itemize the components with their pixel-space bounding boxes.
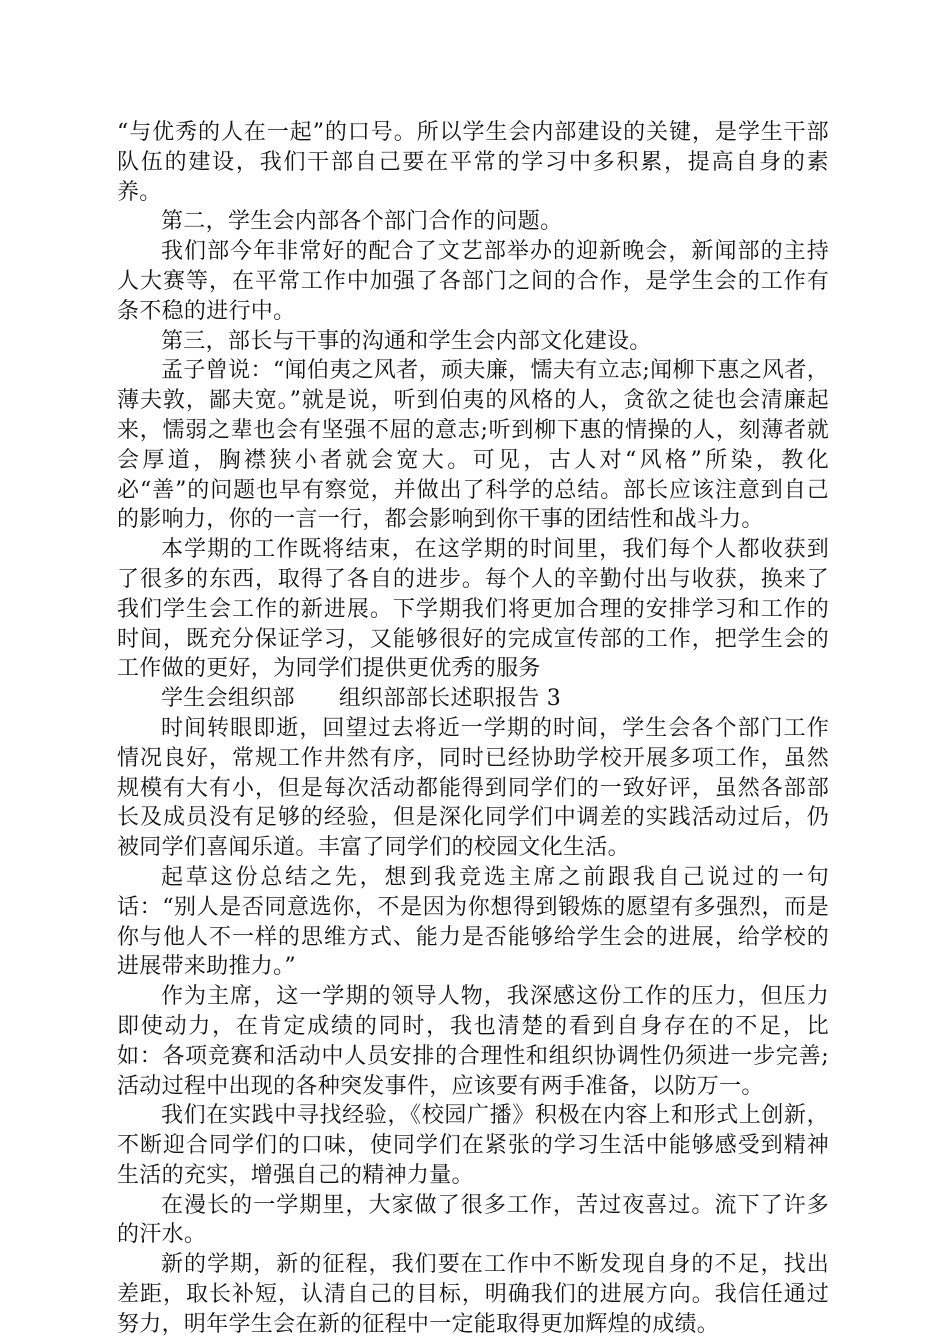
paragraph: 作为主席，这一学期的领导人物，我深感这份工作的压力，但压力即使动力，在肯定成绩的同时，我也清楚的看到自身存在的不足，比如：各项竞赛和活动中人员安排的合理性和组织协调性仍须进一步完善;活动过程中出现的各种突发事件，应该要有两手准备，以防万一。	[117, 984, 829, 1099]
paragraph: 第三，部长与干事的沟通和学生会内部文化建设。	[161, 328, 652, 354]
paragraph: 第二，学生会内部各个部门合作的问题。	[161, 209, 563, 235]
paragraph: 新的学期，新的征程，我们要在工作中不断发现自身的不足，找出差距，取长补短，认清自己的目标，明确我们的进展方向。我信任通过努力，明年学生会在新的征程中一定能取得更加辉煌的成绩。	[117, 1252, 829, 1337]
paragraph: 本学期的工作既将结束，在这学期的时间里，我们每个人都收获到了很多的东西，取得了各自的进步。每个人的辛勤付出与收获，换来了我们学生会工作的新进展。下学期我们将更加合理的安排学习和工作的时间，既充分保证学习，又能够很好的完成宣传部的工作，把学生会的工作做的更好，为同学们提供更优秀的服务	[117, 537, 829, 682]
paragraph: 我们部今年非常好的配合了文艺部举办的迎新晚会，新闻部的主持人大赛等，在平常工作中加强了各部门之间的合作，是学生会的工作有条不稳的进行中。	[117, 239, 829, 324]
document-body	[117, 118, 829, 1340]
section-heading-title: 组织部部长述职报告 3	[338, 686, 562, 712]
section-heading	[117, 684, 829, 714]
section-heading-org: 学生会组织部	[161, 686, 295, 712]
paragraph: 在漫长的一学期里，大家做了很多工作，苦过夜喜过。流下了许多的汗水。	[117, 1192, 829, 1248]
paragraph: “与优秀的人在一起”的口号。所以学生会内部建设的关键，是学生干部队伍的建设，我们干部自己要在平常的学习中多积累，提高自身的素养。	[117, 120, 829, 205]
paragraph: 我们在实践中寻找经验，《校园广播》积极在内容上和形式上创新，不断迎合同学们的口味，使同学们在紧张的学习生活中能够感受到精神生活的充实，增强自己的精神力量。	[117, 1103, 829, 1188]
paragraph: 孟子曾说：“闻伯夷之风者，顽夫廉，懦夫有立志;闻柳下惠之风者，薄夫敦，鄙夫宽。”就是说，听到伯夷的风格的人，贪欲之徒也会清廉起来，懦弱之辈也会有坚强不屈的意志;听到柳下惠的情操的人，刻薄者就会厚道，胸襟狭小者就会宽大。可见，古人对“风格”所染，教化必“善”的问题也早有察觉，并做出了科学的总结。部长应该注意到自己的影响力，你的一言一行，都会影响到你干事的团结性和战斗力。	[117, 358, 829, 533]
paragraph: 起草这份总结之先，想到我竞选主席之前跟我自己说过的一句话：“别人是否同意选你，不是因为你想得到锻炼的愿望有多强烈，而是你与他人不一样的思维方式、能力是否能够给学生会的进展，给学校的进展带来助推力。”	[117, 864, 829, 980]
paragraph: 时间转眼即逝，回望过去将近一学期的时间，学生会各个部门工作情况良好，常规工作井然有序，同时已经协助学校开展多项工作，虽然规模有大有小，但是每次活动都能得到同学们的一致好评，虽然各部部长及成员没有足够的经验，但是深化同学们中调差的实践活动过后，仍被同学们喜闻乐道。丰富了同学们的校园文化生活。	[117, 715, 829, 861]
